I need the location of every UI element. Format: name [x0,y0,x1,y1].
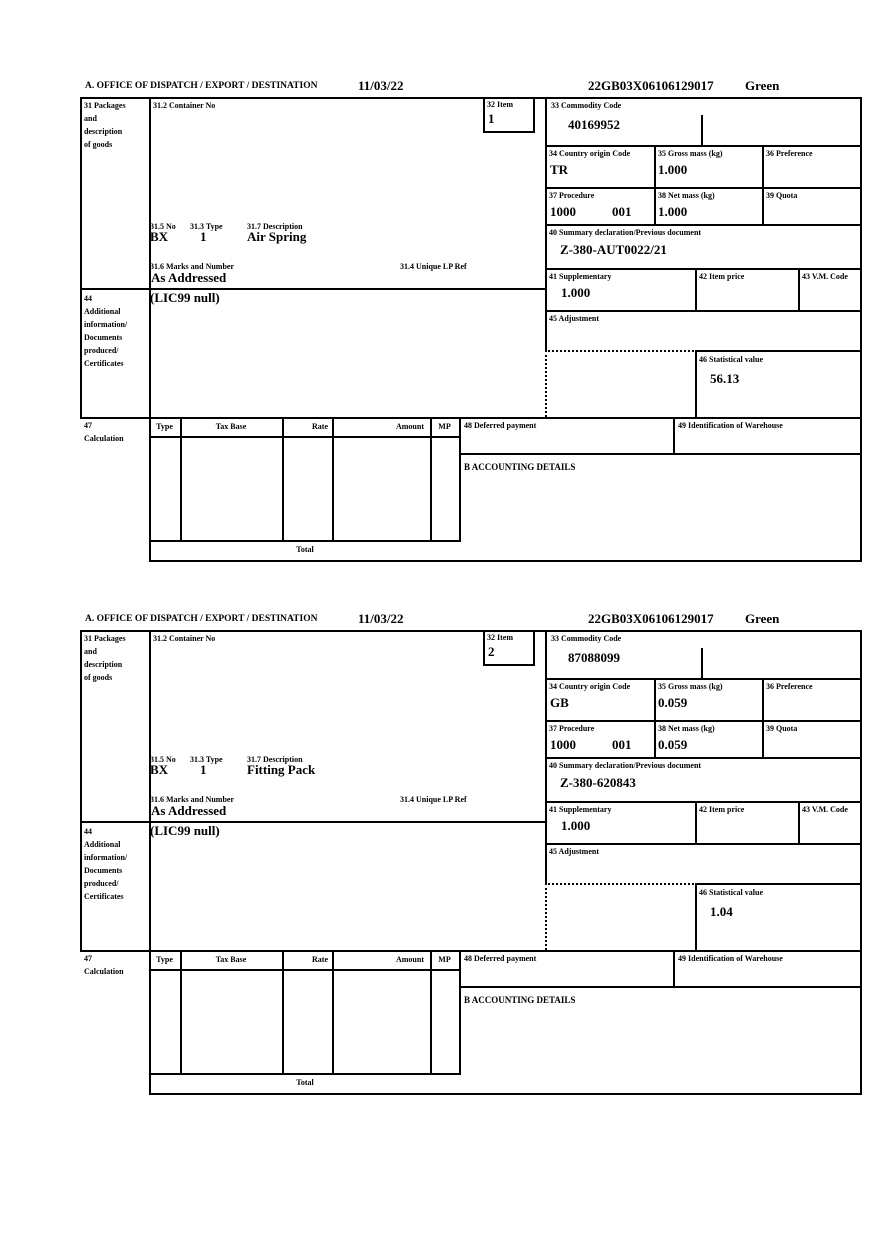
item-label: 32 Item [487,633,513,642]
accounting-details-label: B ACCOUNTING DETAILS [464,462,576,472]
tax-col-type: Type [156,955,173,964]
package-no-label: 31.5 No [150,222,176,231]
grid-line [695,801,697,843]
marks-value: As Addressed [151,270,227,285]
box44-label-line: 44 [84,827,92,836]
grid-line [545,268,862,270]
country-origin-value: GB [550,695,569,710]
item-number-value: 1 [488,111,495,126]
package-no-label: 31.5 No [150,755,176,764]
gross-mass-value: 1.000 [658,162,688,177]
grid-line [545,678,862,680]
procedure-label: 37 Procedure [549,724,595,733]
goods-description-value: Air Spring [247,229,307,244]
statistical-value-label: 46 Statistical value [699,888,763,897]
box44-label-line: 44 [84,294,92,303]
mrn-reference: 22GB03X06106129017 [588,78,714,93]
grid-line [695,350,697,417]
supplementary-value: 1.000 [561,285,591,300]
vm-code-label: 43 V.M. Code [802,272,848,281]
marks-value: As Addressed [151,803,227,818]
box31-label-line: 31 Packages [84,634,126,643]
routing-status: Green [745,611,780,626]
country-origin-label: 34 Country origin Code [549,682,631,691]
item-price-label: 42 Item price [699,805,745,814]
commodity-code-tick [701,648,703,678]
grid-line [762,145,764,224]
grid-line [695,883,697,950]
gross-mass-label: 35 Gross mass (kg) [658,682,723,691]
grid-line [80,950,862,952]
grid-line [545,720,862,722]
box44-label-line: Certificates [84,359,124,368]
unique-lp-ref-label: 31.4 Unique LP Ref [400,262,467,271]
quota-label: 39 Quota [766,191,798,200]
box47-label-line: 47 [84,954,92,963]
grid-line [654,145,656,224]
warehouse-label: 49 Identification of Warehouse [678,421,783,430]
description-label: 31.7 Description [247,755,303,764]
grid-line [80,417,862,419]
grid-line-dotted [545,883,697,887]
country-origin-label: 34 Country origin Code [549,149,631,158]
deferred-payment-label: 48 Deferred payment [464,421,537,430]
grid-line [459,986,862,988]
box44-label-line: information/ [84,853,128,862]
grid-line [860,97,862,562]
procedure-value: 1000 [550,737,576,752]
box31-label-line: description [84,127,123,136]
grid-line [545,224,862,226]
tax-col-amount: Amount [395,422,424,431]
box44-label-line: Additional [84,307,121,316]
statistical-value: 56.13 [710,371,740,386]
description-label: 31.7 Description [247,222,303,231]
item-label: 32 Item [487,100,513,109]
grid-line [80,630,862,632]
procedure-2-value: 001 [612,737,632,752]
package-no-value: BX [150,229,169,244]
procedure-value: 1000 [550,204,576,219]
summary-declaration-value: Z-380-AUT0022/21 [560,242,667,257]
declaration-item-block [0,611,882,1097]
tax-col-tax-base: Tax Base [215,955,247,964]
grid-line [149,560,862,562]
office-of-dispatch-label: A. OFFICE OF DISPATCH / EXPORT / DESTINATION [85,614,318,624]
tax-col-rate: Rate [312,955,328,964]
deferred-payment-label: 48 Deferred payment [464,954,537,963]
box47-label-line: Calculation [84,967,124,976]
package-type-value: 1 [200,229,207,244]
grid-line [798,268,800,310]
grid-line [149,1073,461,1075]
gross-mass-value: 0.059 [658,695,688,710]
package-type-label: 31.3 Type [190,755,223,764]
warehouse-label: 49 Identification of Warehouse [678,954,783,963]
package-type-label: 31.3 Type [190,222,223,231]
grid-line [149,1093,862,1095]
grid-line [673,417,675,455]
box44-label-line: produced/ [84,346,119,355]
grid-line [80,630,82,952]
commodity-code-value: 40169952 [568,117,620,132]
commodity-code-label: 33 Commodity Code [551,101,622,110]
grid-line-dotted [545,350,549,417]
box44-label-line: Documents [84,333,123,342]
declaration-date: 11/03/22 [358,78,404,93]
grid-line [149,97,151,562]
box31-label-line: and [84,647,97,656]
grid-line-dotted [545,350,697,354]
statistical-value: 1.04 [710,904,733,919]
box44-label-line: Certificates [84,892,124,901]
box44-label-line: Documents [84,866,123,875]
box31-label-line: of goods [84,673,113,682]
package-no-value: BX [150,762,169,777]
marks-and-number-label: 31.6 Marks and Number [150,262,235,271]
grid-line [860,630,862,1095]
item-price-label: 42 Item price [699,272,745,281]
procedure-label: 37 Procedure [549,191,595,200]
grid-line-dotted [545,883,549,950]
tax-col-tax-base: Tax Base [215,422,247,431]
tax-col-amount: Amount [395,955,424,964]
net-mass-label: 38 Net mass (kg) [658,191,715,200]
grid-line [673,950,675,988]
grid-line [545,310,862,312]
procedure-2-value: 001 [612,204,632,219]
grid-line [545,757,862,759]
grid-line [545,187,862,189]
grid-line [695,350,862,352]
supplementary-label: 41 Supplementary [549,805,612,814]
grid-line [762,678,764,757]
net-mass-label: 38 Net mass (kg) [658,724,715,733]
supplementary-value: 1.000 [561,818,591,833]
grid-line [695,883,862,885]
preference-label: 36 Preference [766,682,813,691]
declaration-item-block [0,78,882,564]
grid-line [80,97,82,419]
tax-col-mp: MP [438,422,451,431]
grid-line [695,268,697,310]
net-mass-value: 0.059 [658,737,688,752]
tax-col-type: Type [156,422,173,431]
vm-code-label: 43 V.M. Code [802,805,848,814]
country-origin-value: TR [550,162,569,177]
gross-mass-label: 35 Gross mass (kg) [658,149,723,158]
grid-line [654,678,656,757]
office-of-dispatch-label: A. OFFICE OF DISPATCH / EXPORT / DESTINATION [85,81,318,91]
adjustment-label: 45 Adjustment [549,847,600,856]
box44-label-line: Additional [84,840,121,849]
preference-label: 36 Preference [766,149,813,158]
package-type-value: 1 [200,762,207,777]
box44-label-line: information/ [84,320,128,329]
box44-label-line: produced/ [84,879,119,888]
box47-label-line: Calculation [84,434,124,443]
grid-line [149,969,461,971]
box31-label-line: and [84,114,97,123]
additional-info-value: (LIC99 null) [150,290,220,305]
box31-label-line: description [84,660,123,669]
box31-label-line: 31 Packages [84,101,126,110]
box47-label-line: 47 [84,421,92,430]
total-label: Total [296,1078,314,1087]
total-label: Total [296,545,314,554]
declaration-date: 11/03/22 [358,611,404,626]
grid-line [545,145,862,147]
tax-col-rate: Rate [312,422,328,431]
grid-line [149,436,461,438]
grid-line [80,97,862,99]
tax-col-mp: MP [438,955,451,964]
summary-declaration-label: 40 Summary declaration/Previous document [549,761,702,770]
grid-line [545,843,862,845]
grid-line [459,453,862,455]
quota-label: 39 Quota [766,724,798,733]
accounting-details-label: B ACCOUNTING DETAILS [464,995,576,1005]
statistical-value-label: 46 Statistical value [699,355,763,364]
goods-description-value: Fitting Pack [247,762,316,777]
routing-status: Green [745,78,780,93]
marks-and-number-label: 31.6 Marks and Number [150,795,235,804]
additional-info-value: (LIC99 null) [150,823,220,838]
commodity-code-tick [701,115,703,145]
adjustment-label: 45 Adjustment [549,314,600,323]
grid-line [149,540,461,542]
container-no-label: 31.2 Container No [153,634,216,643]
unique-lp-ref-label: 31.4 Unique LP Ref [400,795,467,804]
grid-line [545,801,862,803]
grid-line [149,630,151,1095]
mrn-reference: 22GB03X06106129017 [588,611,714,626]
item-number-value: 2 [488,644,495,659]
commodity-code-value: 87088099 [568,650,620,665]
net-mass-value: 1.000 [658,204,688,219]
supplementary-label: 41 Supplementary [549,272,612,281]
container-no-label: 31.2 Container No [153,101,216,110]
commodity-code-label: 33 Commodity Code [551,634,622,643]
summary-declaration-label: 40 Summary declaration/Previous document [549,228,702,237]
grid-line [798,801,800,843]
summary-declaration-value: Z-380-620843 [560,775,636,790]
box31-label-line: of goods [84,140,113,149]
